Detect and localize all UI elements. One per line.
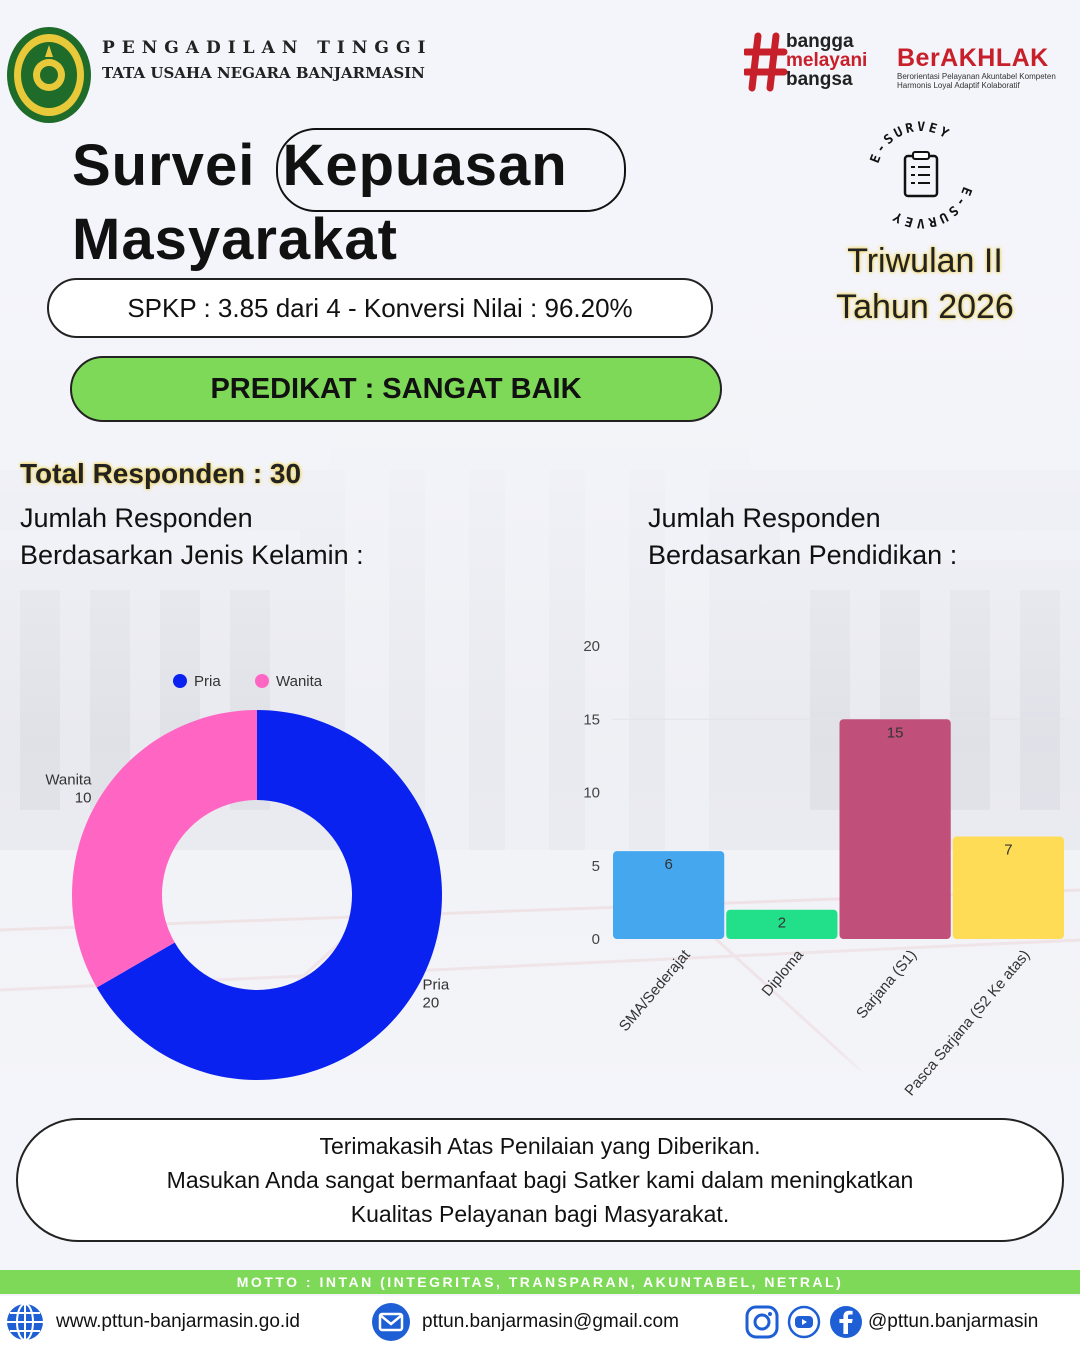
y-tick-label: 0 xyxy=(591,931,600,948)
bar-3 xyxy=(840,719,951,939)
gender-heading-line2: Berdasarkan Jenis Kelamin : xyxy=(20,540,364,570)
period-year: Tahun 2026 xyxy=(836,288,1014,326)
donut-label-value: 10 xyxy=(74,789,92,807)
bangga-melayani-text xyxy=(786,32,867,89)
esurvey-ring-text-2: E-SURVEY xyxy=(888,184,975,230)
bar-value-label: 7 xyxy=(1004,841,1013,859)
bangsa-word: bangsa xyxy=(786,69,853,90)
instagram-icon[interactable] xyxy=(744,1304,780,1340)
bar-value-label: 6 xyxy=(664,856,673,874)
svg-text:E-SURVEY xyxy=(889,185,975,230)
gender-heading-line1: Jumlah Responden xyxy=(20,503,253,533)
donut-label-category: Wanita xyxy=(45,771,92,789)
predikat-pill: PREDIKAT : SANGAT BAIK xyxy=(70,356,722,422)
donut-label-category: Pria xyxy=(422,976,450,994)
y-tick-label: 15 xyxy=(583,711,600,729)
berakhlak-tagline-1: Berorientasi Pelayanan Akuntabel Kompeten xyxy=(897,72,1056,81)
thanks-line2: Masukan Anda sangat bermanfaat bagi Satker kami dalam meningkatkan xyxy=(166,1167,914,1193)
website-link[interactable]: www.pttun-banjarmasin.go.id xyxy=(56,1311,300,1332)
footer-email[interactable] xyxy=(370,1300,679,1344)
social-handle[interactable]: @pttun.banjarmasin xyxy=(868,1311,1039,1332)
total-respondents: Total Responden : 30 xyxy=(20,458,302,489)
berakhlak-tagline-2: Harmonis Loyal Adaptif Kolaboratif xyxy=(897,81,1020,90)
page-title-line1 xyxy=(72,132,568,199)
berakhlak-logo-text: BerAKHLAK xyxy=(897,44,1049,72)
court-seal-icon xyxy=(5,25,93,125)
mail-icon xyxy=(370,1301,412,1343)
thank-you-box xyxy=(16,1118,1064,1242)
title-word-survei: Survei xyxy=(72,133,256,198)
education-heading-line2: Berdasarkan Pendidikan : xyxy=(648,540,958,570)
bangga-word: bangga xyxy=(786,31,854,52)
period-quarter: Triwulan II xyxy=(847,242,1003,280)
donut-slice-wanita xyxy=(72,710,257,988)
facebook-icon[interactable] xyxy=(828,1304,864,1340)
berakhlak-tagline xyxy=(897,72,1072,90)
x-tick-label: Pasca Sarjana (S2 Ke atas) xyxy=(901,946,1034,1100)
email-link[interactable]: pttun.banjarmasin@gmail.com xyxy=(422,1311,679,1332)
org-name-line2: TATA USAHA NEGARA BANJARMASIN xyxy=(102,64,425,82)
svg-text:E-SURVEY xyxy=(868,120,954,165)
footer-social[interactable] xyxy=(744,1300,1038,1344)
page-title-line2: Masyarakat xyxy=(72,207,398,272)
clipboard-icon xyxy=(860,120,982,230)
bar-value-label: 15 xyxy=(886,724,904,742)
gender-chart-heading xyxy=(20,500,364,574)
legend-label-wanita: Wanita xyxy=(276,673,323,690)
y-tick-label: 5 xyxy=(591,857,600,875)
title-word-kepuasan: Kepuasan xyxy=(282,133,568,198)
donut-label-value: 20 xyxy=(422,994,440,1012)
youtube-icon[interactable] xyxy=(786,1304,822,1340)
motto-bar: MOTTO : INTAN (INTEGRITAS, TRANSPARAN, AKUNTABEL, NETRAL) xyxy=(0,1270,1080,1294)
x-tick-label: SMA/Sederajat xyxy=(615,946,694,1035)
spkp-score-pill: SPKP : 3.85 dari 4 - Konversi Nilai : 96.20% xyxy=(47,278,713,338)
education-heading-line1: Jumlah Responden xyxy=(648,503,881,533)
period-label xyxy=(800,238,1050,330)
x-tick-label: Diploma xyxy=(758,946,807,1000)
education-bar-chart xyxy=(570,630,1080,1110)
gender-donut-chart xyxy=(30,665,460,1095)
y-tick-label: 10 xyxy=(583,784,600,802)
esurvey-ring-text: E-SURVEY xyxy=(867,120,954,166)
legend-swatch-pria xyxy=(173,674,187,688)
legend-swatch-wanita xyxy=(255,674,269,688)
x-tick-label: Sarjana (S1) xyxy=(853,946,921,1023)
legend-label-pria: Pria xyxy=(194,673,221,690)
org-name-line1: PENGADILAN TINGGI xyxy=(102,38,433,58)
footer-website[interactable] xyxy=(4,1300,300,1344)
bar-value-label: 2 xyxy=(777,914,787,932)
thanks-line3: Kualitas Pelayanan bagi Masyarakat. xyxy=(350,1201,730,1227)
y-tick-label: 20 xyxy=(583,638,600,655)
thanks-line1: Terimakasih Atas Penilaian yang Diberikan. xyxy=(319,1133,761,1159)
education-chart-heading xyxy=(648,500,957,574)
globe-icon xyxy=(4,1301,46,1343)
melayani-word: melayani xyxy=(786,50,868,71)
